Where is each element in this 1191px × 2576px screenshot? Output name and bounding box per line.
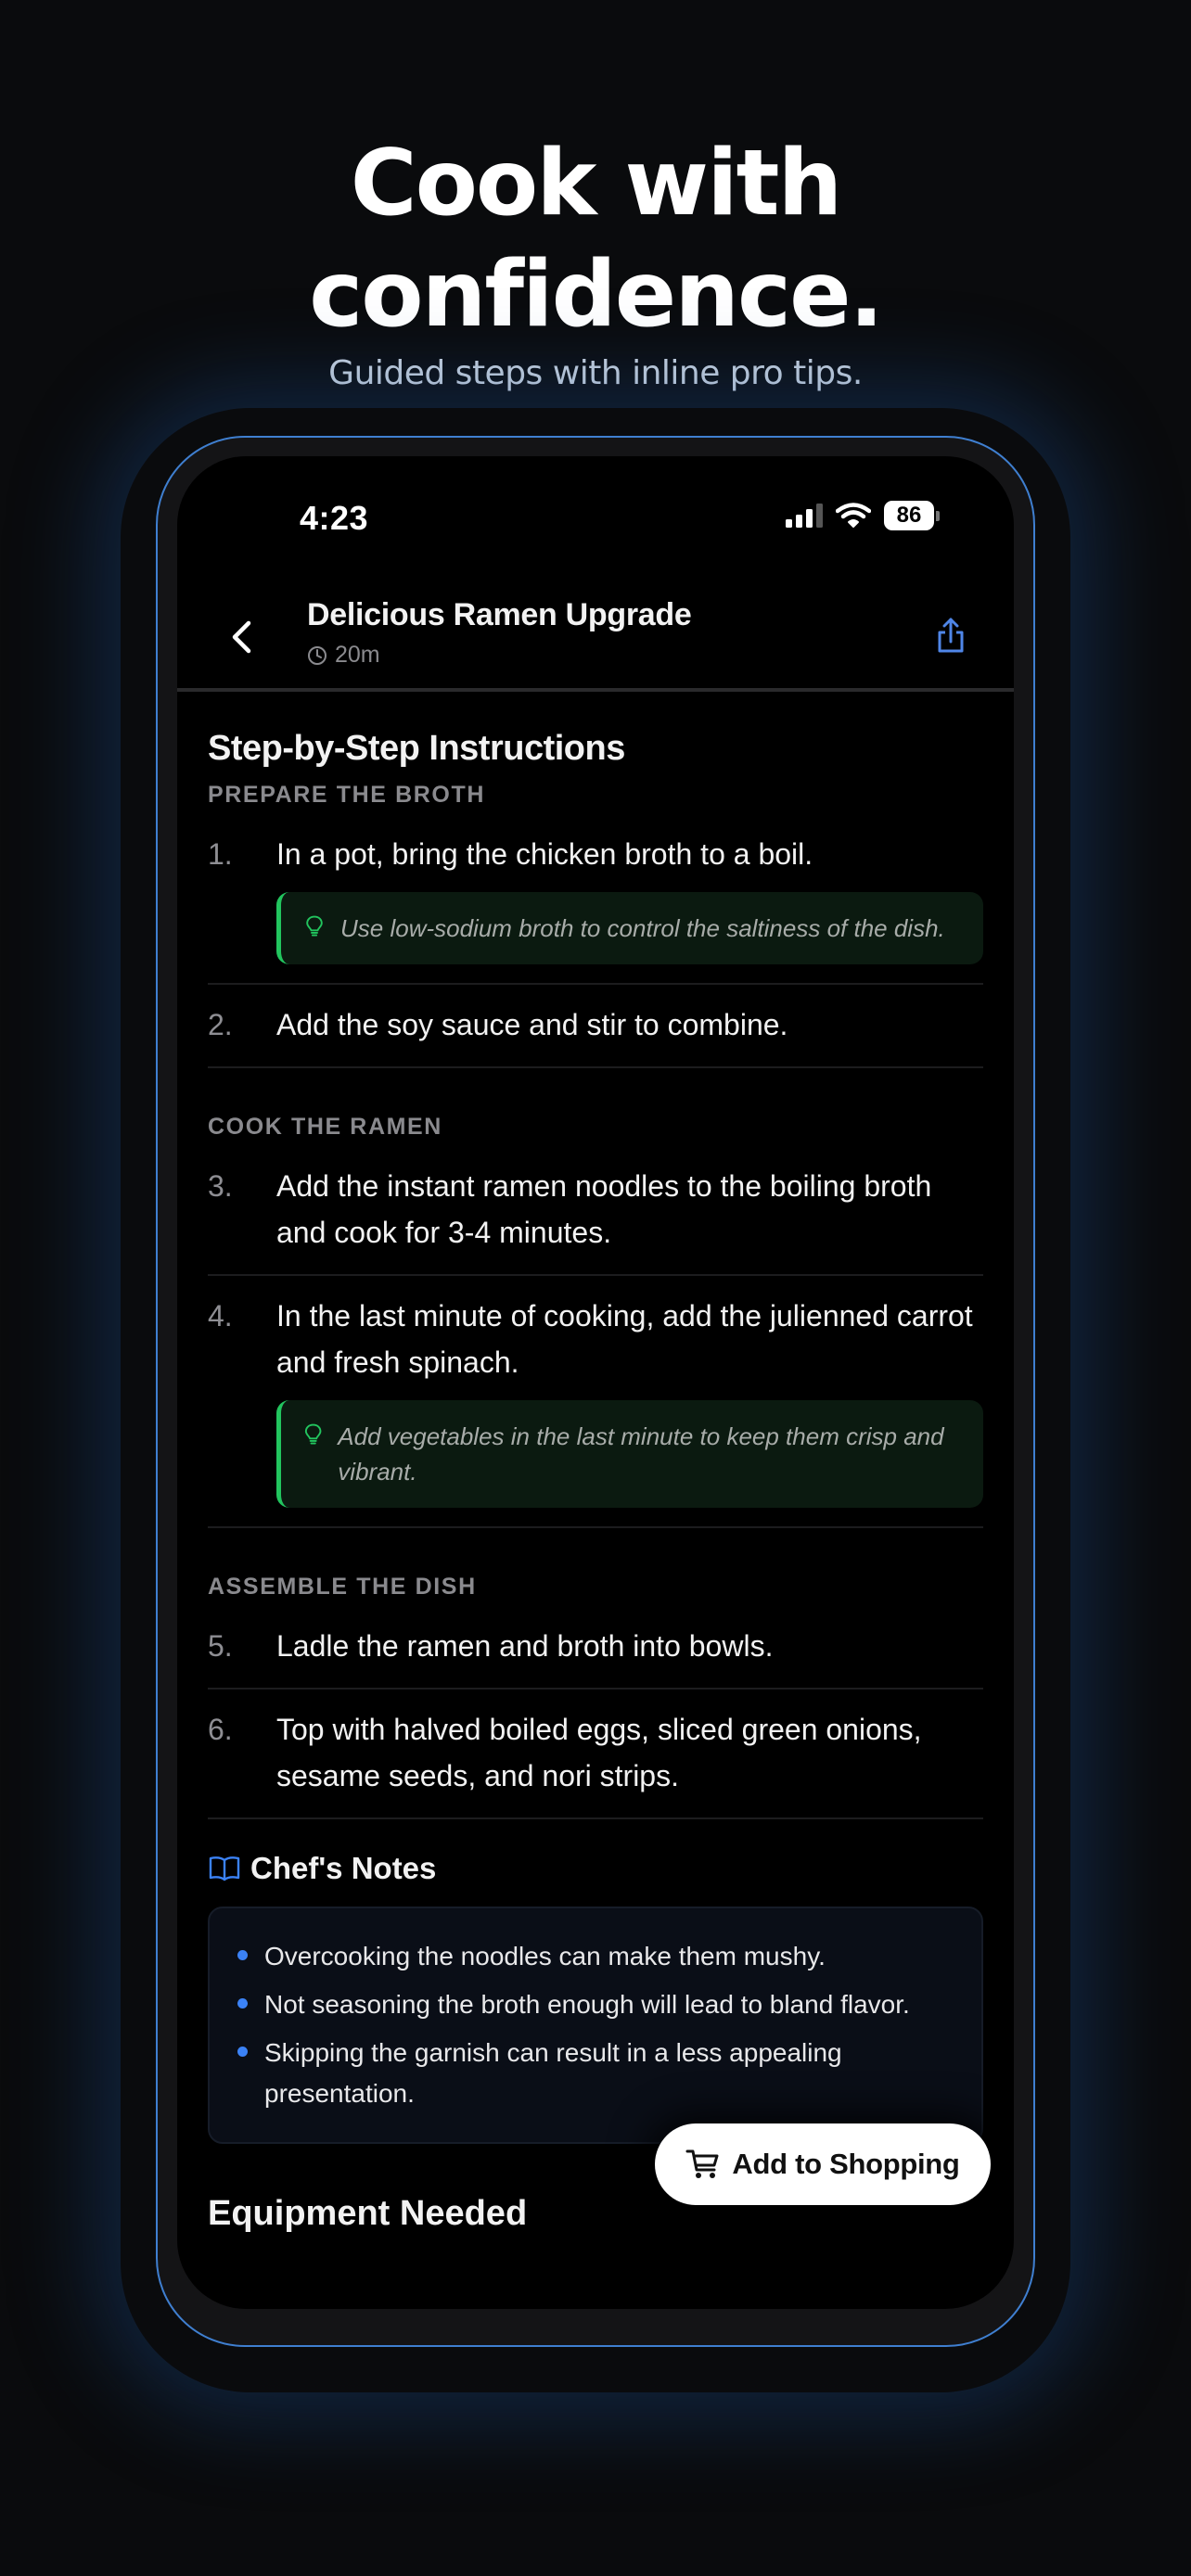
group-label-prepare-broth: PREPARE THE BROTH [208,782,485,808]
status-icons [786,501,940,530]
note-item [232,1984,959,2025]
recipe-header [177,577,1014,692]
step-number: 6. [208,1713,233,1746]
step-text: In a pot, bring the chicken broth to a boil. [276,837,813,871]
note-item [232,2033,959,2114]
recipe-duration [307,642,380,669]
add-to-shopping-label: Add to Shopping [732,2148,960,2180]
duration-value: 20m [335,642,380,668]
chefs-notes-label: Chef's Notes [250,1851,437,1885]
clock-icon [307,645,327,666]
step-number: 1. [208,837,233,871]
cellular-signal-icon [786,504,823,528]
equipment-title: Equipment Needed [208,2194,528,2233]
book-open-icon [208,1854,241,1883]
wifi-icon [836,503,871,529]
step-number: 4. [208,1299,233,1333]
step-number: 3. [208,1169,233,1203]
step-text: Top with halved boiled eggs, sliced green onions, sesame seeds, and nori strips. [276,1713,922,1792]
group-label-assemble-dish: ASSEMBLE THE DISH [208,1574,477,1600]
note-item [232,1936,959,1977]
back-button[interactable] [224,614,261,660]
chefs-notes-title [208,1851,983,1886]
battery-level: 86 [884,501,934,530]
hero-title-line2: confidence. [309,242,882,348]
share-icon [932,614,969,658]
step-item[interactable] [208,985,983,1068]
tip-text: Add vegetables in the last minute to keep them crisp and vibrant. [338,1422,944,1486]
lightbulb-icon [301,1419,325,1447]
step-item[interactable] [208,1276,983,1528]
note-text: Skipping the garnish can result in a less appealing presentation. [264,2038,842,2108]
hero-subtitle: Guided steps with inline pro tips. [328,354,863,392]
recipe-content [208,725,983,2234]
step-item[interactable] [208,810,983,985]
instructions-title: Step-by-Step Instructions [208,729,625,768]
pro-tip [276,892,983,964]
group-label-cook-ramen: COOK THE RAMEN [208,1114,442,1140]
chefs-notes-box [208,1906,983,2144]
phone-screen [177,456,1014,2309]
step-item[interactable] [208,1142,983,1276]
shopping-cart-icon [685,2148,721,2181]
tip-text: Use low-sodium broth to control the saltiness of the dish. [340,914,945,942]
add-to-shopping-button[interactable] [655,2123,991,2205]
share-button[interactable] [932,614,969,658]
step-text: In the last minute of cooking, add the julienned carrot and fresh spinach. [276,1299,973,1379]
step-text: Add the soy sauce and stir to combine. [276,1008,788,1041]
recipe-title: Delicious Ramen Upgrade [307,597,692,632]
step-text: Ladle the ramen and broth into bowls. [276,1629,774,1663]
step-number: 2. [208,1008,233,1041]
step-item[interactable] [208,1690,983,1819]
phone-frame [156,436,1035,2347]
hero-title-line1: Cook with [350,131,841,236]
battery-icon [884,501,940,530]
bullet-icon [237,1998,248,2009]
chevron-left-icon [224,614,261,660]
step-text: Add the instant ramen noodles to the boiling broth and cook for 3-4 minutes. [276,1169,932,1249]
step-number: 5. [208,1629,233,1663]
pro-tip [276,1400,983,1508]
bullet-icon [237,1950,248,1960]
lightbulb-icon [301,911,327,938]
hero-title [0,128,1191,351]
status-time: 4:23 [300,499,369,537]
bullet-icon [237,2047,248,2057]
note-text: Not seasoning the broth enough will lead to bland flavor. [264,1990,910,2019]
note-text: Overcooking the noodles can make them mushy. [264,1942,826,1970]
step-item[interactable] [208,1602,983,1690]
